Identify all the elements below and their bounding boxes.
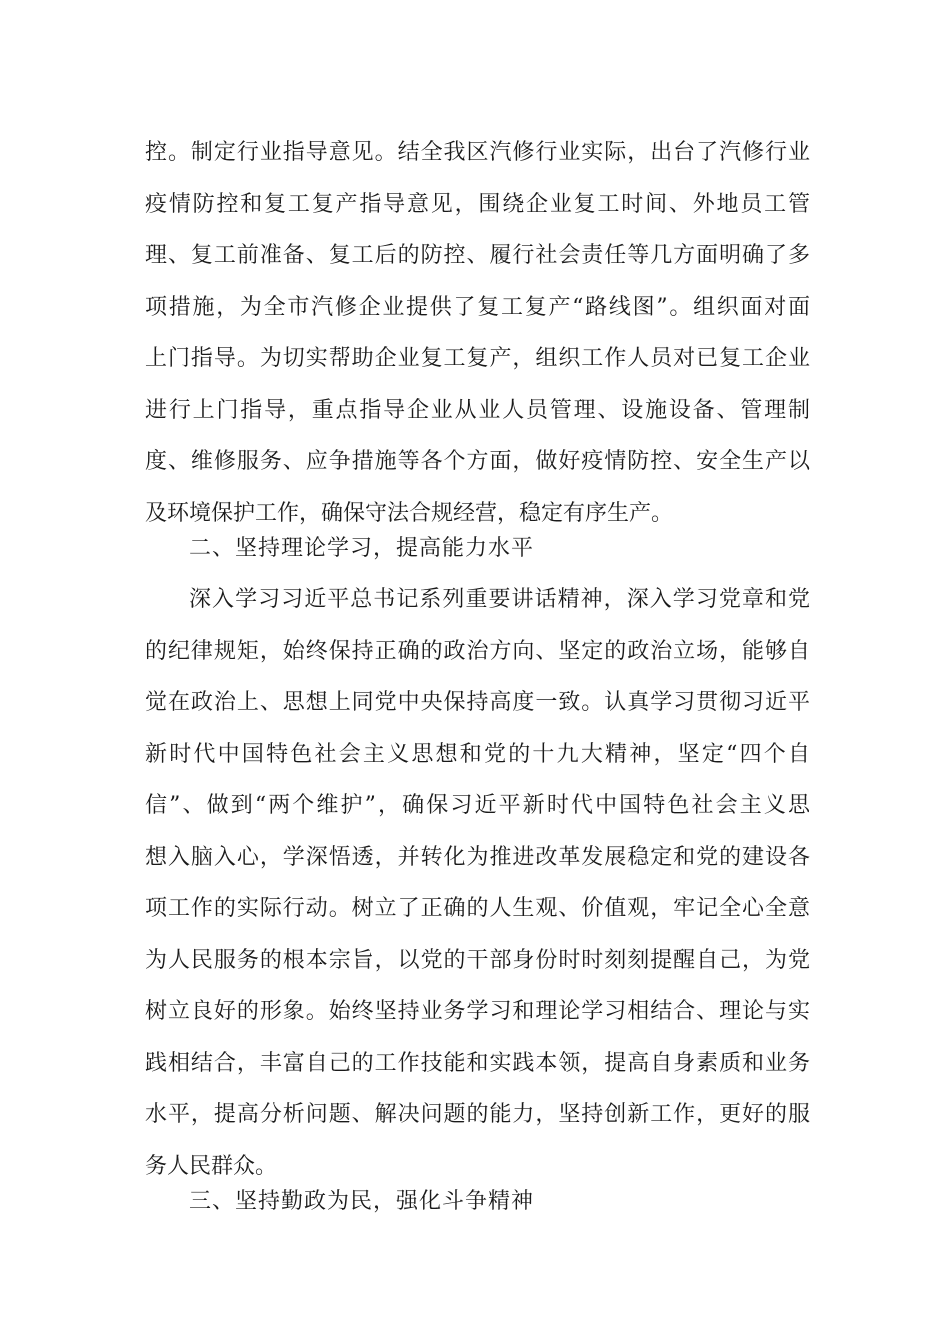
paragraph-line: 疫情防控和复工复产指导意见，围绕企业复工时间、外地员工管 [145,192,810,217]
paragraph-line: 为人民服务的根本宗旨，以党的干部身份时时刻刻提醒自己，为党 [145,948,810,973]
paragraph-line: 理、复工前准备、复工后的防控、履行社会责任等几方面明确了多 [145,243,810,268]
paragraph-line: 进行上门指导，重点指导企业从业人员管理、设施设备、管理制 [145,398,810,423]
paragraph-line: 的纪律规矩，始终保持正确的政治方向、坚定的政治立场，能够自 [145,639,810,664]
paragraph-line: 项工作的实际行动。树立了正确的人生观、价值观，牢记全心全意 [145,896,810,921]
paragraph-line: 及环境保护工作，确保守法合规经营，稳定有序生产。 [145,501,674,526]
paragraph-line: 深入学习习近平总书记系列重要讲话精神，深入学习党章和党 [189,587,810,612]
section-heading-3: 三、坚持勤政为民，强化斗争精神 [189,1189,535,1214]
paragraph-line: 控。制定行业指导意见。结全我区汽修行业实际，出台了汽修行业 [145,140,810,165]
paragraph-line: 项措施，为全市汽修企业提供了复工复产“路线图”。组织面对面 [145,295,810,320]
section-heading-2: 二、坚持理论学习，提高能力水平 [189,536,535,561]
paragraph-line: 树立良好的形象。始终坚持业务学习和理论学习相结合、理论与实 [145,999,810,1024]
paragraph-line: 务人民群众。 [145,1154,278,1179]
paragraph-line: 水平，提高分析问题、解决问题的能力，坚持创新工作，更好的服 [145,1102,810,1127]
paragraph-line: 信”、做到“两个维护”，确保习近平新时代中国特色社会主义思 [145,793,810,818]
paragraph-line: 新时代中国特色社会主义思想和党的十九大精神，坚定“四个自 [145,742,810,767]
paragraph-line: 想入脑入心，学深悟透，并转化为推进改革发展稳定和党的建设各 [145,845,810,870]
paragraph-line: 觉在政治上、思想上同党中央保持高度一致。认真学习贯彻习近平 [145,690,810,715]
paragraph-line: 度、维修服务、应争措施等各个方面，做好疫情防控、安全生产以 [145,449,810,474]
paragraph-line: 践相结合，丰富自己的工作技能和实践本领，提高自身素质和业务 [145,1051,810,1076]
paragraph-line: 上门指导。为切实帮助企业复工复产，组织工作人员对已复工企业 [145,346,810,371]
